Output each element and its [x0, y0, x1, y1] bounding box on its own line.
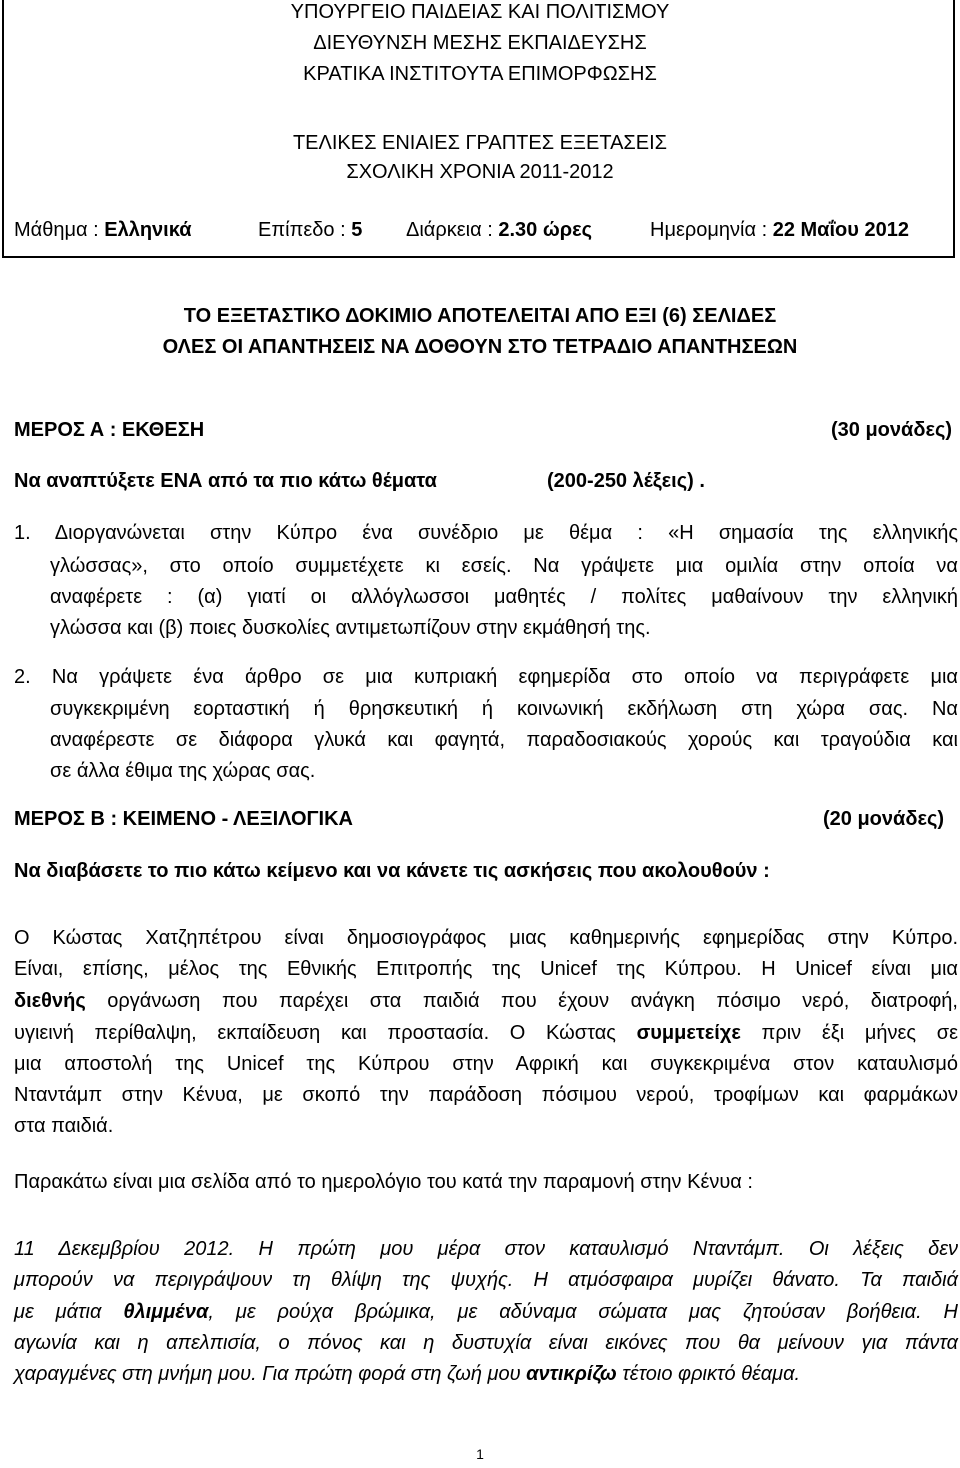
- date-value: 22 Μαΐου 2012: [772, 219, 909, 241]
- notice-line-2: ΟΛΕΣ ΟΙ ΑΠΑΝΤΗΣΕΙΣ ΝΑ ΔΟΘΟΥΝ ΣΤΟ ΤΕΤΡΑΔΙΟ ΑΠΑΝΤΗΣΕΩΝ: [162, 336, 798, 358]
- school-year: ΣΧΟΛΙΚΗ ΧΡΟΝΙΑ 2011-2012: [346, 161, 614, 183]
- part-a-word-count: (200-250 λέξεις) .: [547, 470, 705, 492]
- passage-line-4: υγιεινή περίθαλψη, εκπαίδευση και προστασία. Ο Κώστας συμμετείχε πριν έξι μήνες σε: [14, 1022, 958, 1044]
- diary-line-3: με μάτια θλιμμένα, με ρούχα βρώμικα, με αδύναμα σώματα μας ζητούσαν βοήθεια. Η: [14, 1301, 958, 1323]
- exam-info-row: [14, 219, 192, 242]
- word-thlimmena: θλιμμένα: [123, 1301, 209, 1323]
- institutes-title: ΚΡΑΤΙΚΑ ΙΝΣΤΙΤΟΥΤΑ ΕΠΙΜΟΡΦΩΣΗΣ: [303, 63, 657, 85]
- passage-line-5: μια αποστολή της Unicef της Κύπρου στην Αφρική και συγκεκριμένα στον καταυλισμό: [14, 1053, 958, 1075]
- diary-line-2: μπορούν να περιγράψουν τη θλίψη της ψυχής. Η ατμόσφαιρα μυρίζει θάνατο. Τα παιδιά: [14, 1269, 958, 1291]
- part-b-title: ΜΕΡΟΣ Β : ΚΕΙΜΕΝΟ - ΛΕΞΙΛΟΓΙΚΑ: [14, 808, 353, 830]
- page-number: 1: [476, 1446, 484, 1462]
- word-antikrizo: αντικρίζω: [526, 1363, 617, 1385]
- part-a-title: ΜΕΡΟΣ Α : ΕΚΘΕΣΗ: [14, 419, 205, 441]
- question-2-line-3: αναφέρεστε σε διάφορα γλυκά και φαγητά, παραδοσιακούς χορούς και τραγούδια και: [50, 729, 958, 751]
- duration-value: 2.30 ώρες: [498, 219, 592, 241]
- passage-line-7: στα παιδιά.: [14, 1115, 114, 1137]
- question-1-line-1: 1. Διοργανώνεται στην Κύπρο ένα συνέδριο με θέμα : «Η σημασία της ελληνικής: [14, 522, 958, 544]
- question-2-line-1: 2. Να γράψετε ένα άρθρο σε μια κυπριακή εφημερίδα στο οποίο να περιγράφετε μια: [14, 666, 958, 688]
- passage-line-1: Ο Κώστας Χατζηπέτρου είναι δημοσιογράφος μιας καθημερινής εφημερίδας στην Κύπρο.: [14, 927, 958, 949]
- question-1-line-3: αναφέρετε : (α) γιατί οι αλλόγλωσσοι μαθητές / πολίτες μαθαίνουν την ελληνική: [50, 586, 958, 608]
- level-info: [258, 219, 362, 242]
- diary-line-4: αγωνία και η απελπισία, ο πόνος και η δυστυχία είναι εικόνες που θα μείνουν για πάντα: [14, 1332, 958, 1354]
- question-1-line-4: γλώσσα και (β) ποιες δυσκολίες αντιμετωπίζουν στην εκμάθησή της.: [50, 617, 651, 639]
- diary-line-5: χαραγμένες στη μνήμη μου. Για πρώτη φορά στη ζωή μου αντικρίζω τέτοιο φρικτό θέαμα.: [14, 1363, 801, 1385]
- question-1-line-2: γλώσσας», στο οποίο συμμετέχετε κι εσείς. Να γράψετε μια ομιλία στην οποία να: [50, 555, 958, 577]
- passage-line-3: διεθνής οργάνωση που παρέχει στα παιδιά που έχουν ανάγκη πόσιμο νερό, διατροφή,: [14, 990, 958, 1012]
- duration-info: [406, 219, 592, 242]
- question-2-line-4: σε άλλα έθιμα της χώρας σας.: [50, 760, 316, 782]
- subject-label: Μάθημα :: [14, 219, 99, 241]
- ministry-title: ΥΠΟΥΡΓΕΙΟ ΠΑΙΔΕΙΑΣ ΚΑΙ ΠΟΛΙΤΙΣΜΟΥ: [290, 1, 670, 23]
- word-symmeteixe: συμμετείχε: [636, 1022, 741, 1044]
- level-label: Επίπεδο :: [258, 219, 346, 241]
- part-b-instruction: Να διαβάσετε το πιο κάτω κείμενο και να κάνετε τις ασκήσεις που ακολουθούν :: [14, 860, 770, 882]
- exam-title: ΤΕΛΙΚΕΣ ΕΝΙΑΙΕΣ ΓΡΑΠΤΕΣ ΕΞΕΤΑΣΕΙΣ: [292, 132, 668, 154]
- part-a-points: (30 μονάδες): [830, 419, 952, 441]
- diary-line-1: 11 Δεκεμβρίου 2012. Η πρώτη μου μέρα στον καταυλισμό Νταντάμπ. Οι λέξεις δεν: [14, 1238, 958, 1260]
- passage-line-6: Νταντάμπ στην Κένυα, με σκοπό την παράδοση πόσιμου νερού, τροφίμων και φαρμάκων: [14, 1084, 958, 1106]
- diary-intro: Παρακάτω είναι μια σελίδα από το ημερολόγιο του κατά την παραμονή στην Κένυα :: [14, 1171, 753, 1193]
- duration-label: Διάρκεια :: [406, 219, 493, 241]
- directorate-title: ΔΙΕΥΘΥΝΣΗ ΜΕΣΗΣ ΕΚΠΑΙΔΕΥΣΗΣ: [313, 32, 647, 54]
- word-diethnis: διεθνής: [14, 990, 86, 1012]
- notice-line-1: ΤΟ ΕΞΕΤΑΣΤΙΚΟ ΔΟΚΙΜΙΟ ΑΠΟΤΕΛΕΙΤΑΙ ΑΠΟ ΕΞΙ (6) ΣΕΛΙΔΕΣ: [183, 305, 777, 327]
- level-value: 5: [351, 219, 363, 241]
- passage-line-2: Είναι, επίσης, μέλος της Εθνικής Επιτροπής της Unicef της Κύπρου. Η Unicef είναι μια: [14, 958, 958, 980]
- subject-value: Ελληνικά: [104, 219, 192, 241]
- part-a-instruction: Να αναπτύξετε ΕΝΑ από τα πιο κάτω θέματα: [14, 470, 437, 492]
- part-b-points: (20 μονάδες): [822, 808, 944, 830]
- date-info: [650, 219, 909, 242]
- question-2-line-2: συγκεκριμένη εορταστική ή θρησκευτική ή κοινωνική εκδήλωση στη χώρα σας. Να: [50, 698, 958, 720]
- date-label: Ημερομηνία :: [650, 219, 768, 241]
